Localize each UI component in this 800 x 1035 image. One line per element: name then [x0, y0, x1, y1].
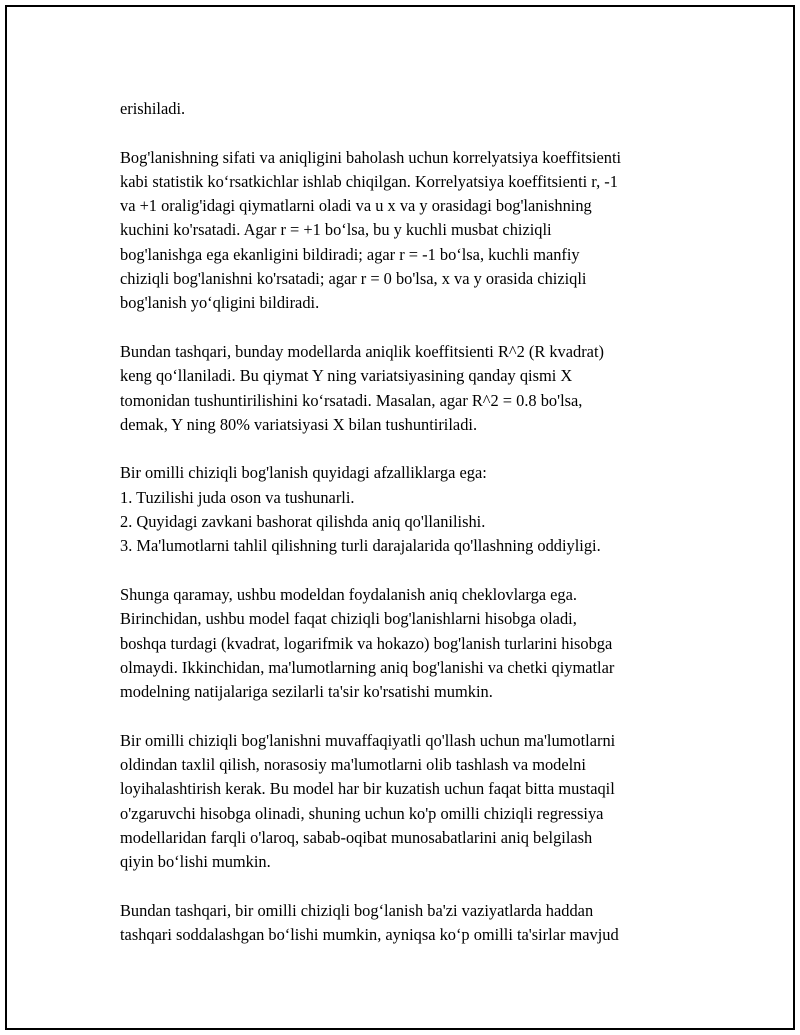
- document-body: [120, 97, 700, 972]
- text-line: loyihalashtirish kerak. Bu model har bir kuzatish uchun faqat bitta mustaqil: [120, 779, 615, 799]
- text-line: keng qo‘llaniladi. Bu qiymat Y ning variatsiyasining qanday qismi X: [120, 366, 573, 386]
- paragraph-2: [120, 146, 700, 316]
- list-item: 1. Tuzilishi juda oson va tushunarli.: [120, 487, 355, 507]
- text-line: modelning natijalariga sezilarli ta'sir ko'rsatishi mumkin.: [120, 682, 493, 702]
- text-line: Birinchidan, ushbu model faqat chiziqli bog'lanishlarni hisobga oladi,: [120, 609, 577, 629]
- text-line: va +1 oralig'idagi qiymatlarni oladi va u x va y orasidagi bog'lanishning: [120, 196, 592, 216]
- text-line: erishiladi.: [120, 99, 186, 118]
- paragraph-5: [120, 583, 700, 704]
- text-line: qiyin bo‘lishi mumkin.: [120, 852, 271, 872]
- text-line: olmaydi. Ikkinchidan, ma'lumotlarning aniq bog'lanishi va chetki qiymatlar: [120, 657, 615, 677]
- paragraph-3: [120, 340, 700, 437]
- text-line: Bog'lanishning sifati va aniqligini baholash uchun korrelyatsiya koeffitsienti: [120, 147, 622, 167]
- text-line: o'zgaruvchi hisobga olinadi, shuning uchun ko'p omilli chiziqli regressiya: [120, 803, 604, 823]
- list-item: 3. Ma'lumotlarni tahlil qilishning turli darajalarida qo'llashning oddiyligi.: [120, 536, 601, 556]
- text-line: tashqari soddalashgan bo‘lishi mumkin, ayniqsa ko‘p omilli ta'sirlar mavjud: [120, 925, 619, 945]
- text-line: modellaridan farqli o'laroq, sabab-oqibat munosabatlarini aniq belgilash: [120, 827, 593, 847]
- paragraph-1: [120, 97, 700, 121]
- list-intro-line: Bir omilli chiziqli bog'lanish quyidagi afzalliklarga ega:: [120, 463, 487, 483]
- page-frame: [5, 5, 795, 1030]
- text-line: Bundan tashqari, bunday modellarda aniqlik koeffitsienti R^2 (R kvadrat): [120, 341, 604, 361]
- paragraph-4: [120, 461, 700, 558]
- text-line: kuchini ko'rsatadi. Agar r = +1 bo‘lsa, bu y kuchli musbat chiziqli: [120, 220, 552, 240]
- text-line: bog'lanishga ega ekanligini bildiradi; agar r = -1 bo‘lsa, kuchli manfiy: [120, 244, 580, 264]
- text-line: Bundan tashqari, bir omilli chiziqli bog‘lanish ba'zi vaziyatlarda haddan: [120, 900, 594, 920]
- text-line: bog'lanish yo‘qligini bildiradi.: [120, 293, 320, 313]
- text-line: chiziqli bog'lanishni ko'rsatadi; agar r = 0 bo'lsa, x va y orasida chiziqli: [120, 269, 587, 289]
- paragraph-6: [120, 729, 700, 875]
- list-item: 2. Quyidagi zavkani bashorat qilishda aniq qo'llanilishi.: [120, 512, 486, 532]
- paragraph-7: [120, 899, 700, 948]
- text-line: tomonidan tushuntirilishini ko‘rsatadi. Masalan, agar R^2 = 0.8 bo'lsa,: [120, 390, 583, 410]
- text-line: Shunga qaramay, ushbu modeldan foydalanish aniq cheklovlarga ega.: [120, 584, 577, 604]
- text-line: demak, Y ning 80% variatsiyasi X bilan tushuntiriladi.: [120, 414, 478, 434]
- text-line: oldindan taxlil qilish, norasosiy ma'lumotlarni olib tashlash va modelni: [120, 755, 586, 775]
- text-line: boshqa turdagi (kvadrat, logarifmik va hokazo) bog'lanish turlarini hisobga: [120, 633, 613, 653]
- text-line: kabi statistik ko‘rsatkichlar ishlab chiqilgan. Korrelyatsiya koeffitsienti r, -1: [120, 171, 618, 191]
- text-line: Bir omilli chiziqli bog'lanishni muvaffaqiyatli qo'llash uchun ma'lumotlarni: [120, 730, 616, 750]
